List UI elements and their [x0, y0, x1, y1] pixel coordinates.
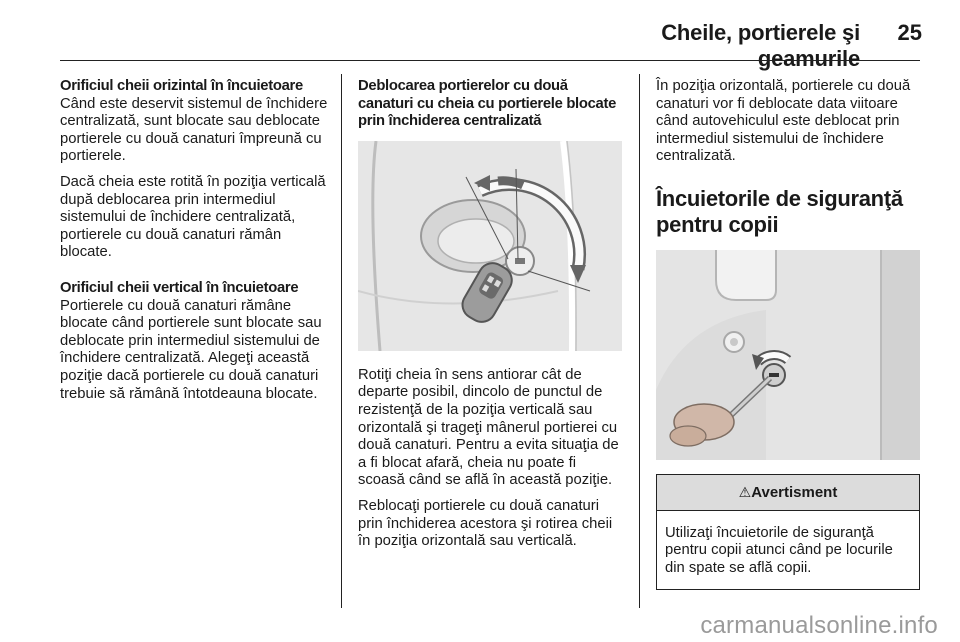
paragraph: Când este deservit sistemul de închidere centralizată, sunt blocate sau deblocate portierele cu două canaturi împreună cu portierele.	[60, 95, 328, 165]
column-3	[656, 78, 920, 590]
child-lock-svg	[656, 250, 920, 460]
warning-text: Utilizaţi încuietorile de siguranţă pentru copii atunci când pe locurile din spate se află copii.	[665, 524, 893, 576]
column-divider-2	[639, 74, 640, 608]
watermark: carmanualsonline.info	[700, 612, 938, 639]
column-1	[60, 78, 328, 411]
subheading-vertical-keyhole: Orificiul cheii vertical în încuietoare	[60, 279, 299, 296]
warning-title: Avertisment	[751, 483, 838, 501]
door-handle-key-illustration	[358, 141, 622, 351]
child-lock-illustration	[656, 250, 920, 460]
column-divider-1	[341, 74, 342, 608]
column-2	[358, 78, 624, 559]
paragraph: Reblocaţi portierele cu două canaturi prin închiderea acestora şi rotirea cheii în poziţia orizontală sau verticală.	[358, 497, 613, 550]
warning-header	[657, 475, 919, 511]
paragraph: Rotiţi cheia în sens antiorar cât de departe posibil, dincolo de punctul de rezistenţă de la poziţia verticală sau orizontală şi trageţi mânerul portierei cu două canaturi. Pentru a evita situaţia de a fi blocat afară, cheia nu poate fi scoasă când se află în această poziţie.	[358, 366, 619, 489]
paragraph: În poziţia orizontală, portierele cu două canaturi vor fi deblocate data viitoare când autovehiculul este deblocat prin intermediul sistemului de închidere centralizată.	[656, 78, 911, 165]
paragraph: Dacă cheia este rotită în poziţia verticală după deblocarea prin intermediul sistemului de închidere centralizată, portierele cu două canaturi rămân blocate.	[60, 173, 326, 261]
subheading-horizontal-keyhole: Orificiul cheii orizintal în încuietoare	[60, 78, 303, 94]
page-number: 25	[897, 20, 922, 45]
subheading-unlock-double-doors: Deblocarea portierelor cu două canaturi cu cheia cu portierele blocate prin închiderea centralizată	[358, 78, 617, 130]
header-rule	[60, 60, 920, 61]
section-heading-child-locks: Încuietorile de siguranţă pentru copii	[656, 185, 903, 237]
page-title: Cheile, portierele şi geamurile	[661, 20, 860, 71]
warning-triangle-icon: ⚠	[738, 483, 752, 500]
paragraph: Portierele cu două canaturi rămâne blocate când portierele sunt blocate sau deblocate prin intermediul sistemului de închidere centralizată. Alegeţi această poziţie dacă portierele cu două canaturi trebuie să rămână întotdeauna blocate.	[60, 297, 322, 402]
warning-box	[656, 474, 920, 590]
door-handle-key-svg	[358, 141, 622, 351]
